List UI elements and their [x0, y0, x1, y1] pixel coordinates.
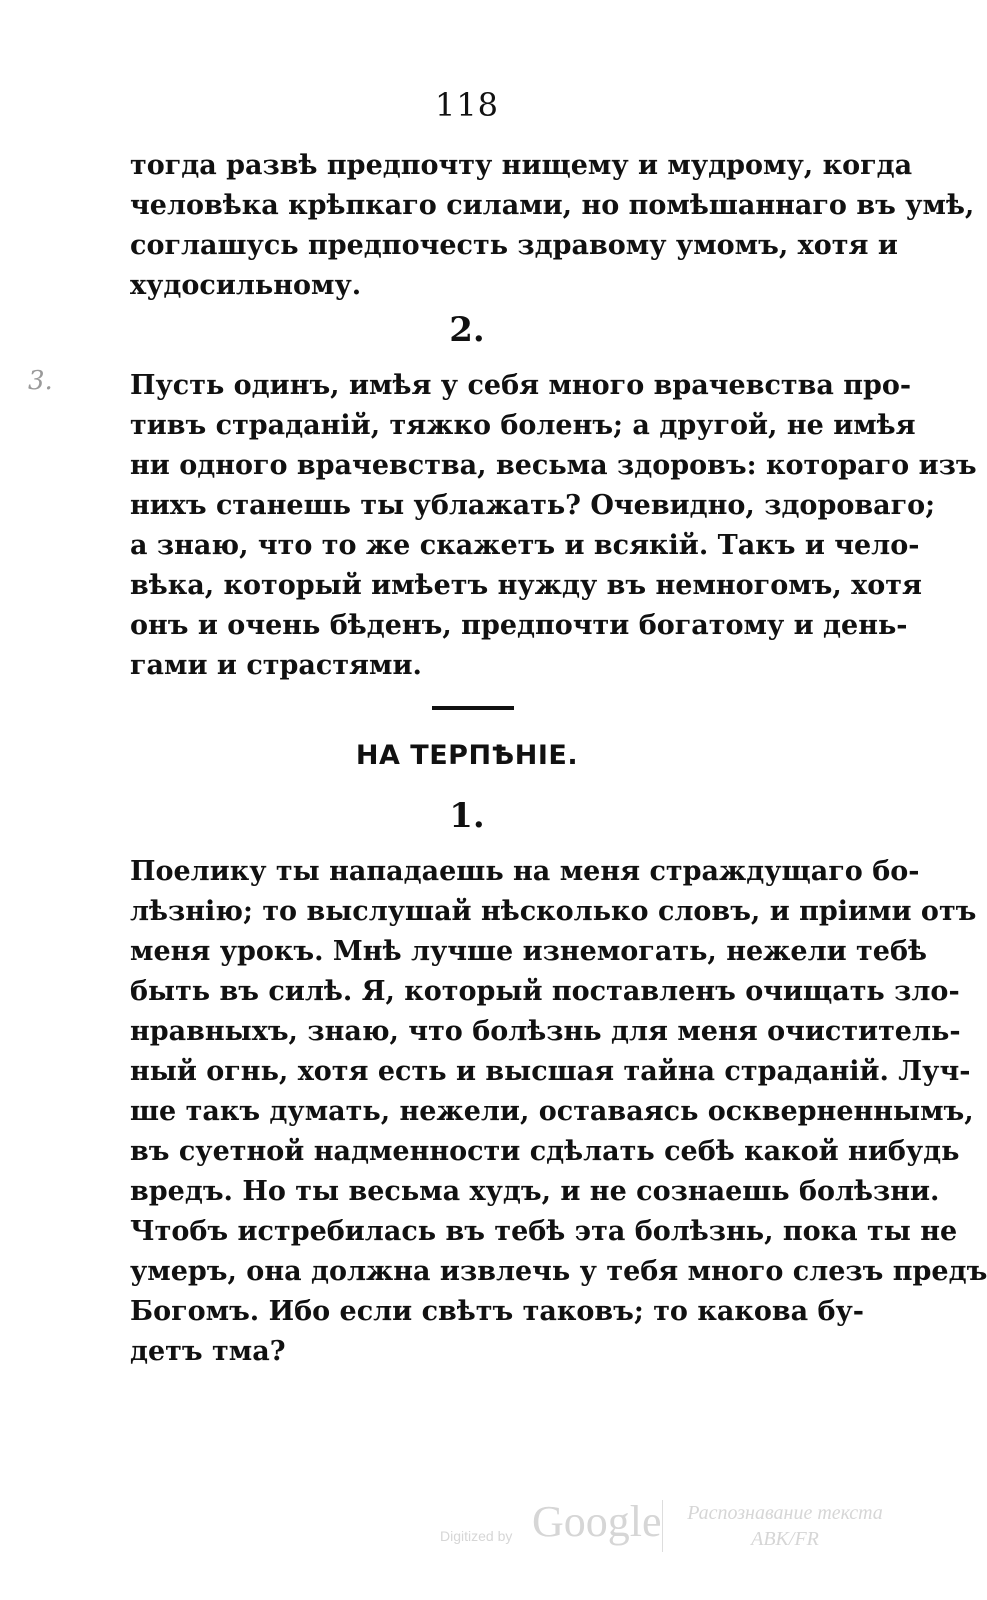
- text-line: вредъ. Но ты весьма худъ, и не сознаешь болѣзни.: [130, 1176, 940, 1207]
- text-line: вѣка, который имѣетъ нужду въ немногомъ, хотя: [130, 570, 922, 601]
- text-line: Пусть одинъ, имѣя у себя много врачевства про-: [130, 370, 912, 401]
- watermark-separator: [662, 1500, 663, 1552]
- chapter-heading: НА ТЕРПѢНІЕ.: [355, 740, 579, 771]
- section-number-2: 2.: [449, 310, 485, 350]
- text-line: худосильному.: [130, 270, 362, 301]
- text-line: меня урокъ. Мнѣ лучше изнемогать, нежели тебѣ: [130, 936, 927, 967]
- google-logo: Google: [532, 1497, 662, 1546]
- text-line: человѣка крѣпкаго силами, но помѣшаннаго въ умѣ,: [130, 190, 975, 221]
- text-line: умеръ, она должна извлечь у тебя много слезъ предъ: [130, 1256, 987, 1287]
- text-line: въ суетной надменности сдѣлать себѣ какой нибудь: [130, 1136, 960, 1167]
- watermark-ocr-credit: [670, 1500, 900, 1552]
- page-number: 118: [434, 86, 500, 124]
- text-line: а знаю, что то же скажетъ и всякій. Такъ и чело-: [130, 530, 920, 561]
- text-line: лѣзнію; то выслушай нѣсколько словъ, и пріими отъ: [130, 896, 977, 927]
- text-line: онъ и очень бѣденъ, предпочти богатому и день-: [130, 610, 908, 641]
- watermark-digitized-text: Digitized by: [440, 1528, 513, 1544]
- text-line: гами и страстями.: [130, 650, 422, 681]
- text-line: ни одного врачевства, весьма здоровъ: котораго изъ: [130, 450, 977, 481]
- text-line: нравныхъ, знаю, что болѣзнь для меня очиститель-: [130, 1016, 961, 1047]
- text-line: соглашусь предпочесть здравому умомъ, хотя и: [130, 230, 898, 261]
- watermark-ocr-line: ABK/FR: [751, 1528, 819, 1550]
- text-line: Богомъ. Ибо если свѣтъ таковъ; то какова бу-: [130, 1296, 864, 1327]
- text-line: Поелику ты нападаешь на меня страждущаго бо-: [130, 856, 920, 887]
- margin-annotation: 3.: [28, 366, 53, 396]
- text-line: детъ тма?: [130, 1336, 286, 1367]
- paragraph-3: [130, 852, 987, 1372]
- paragraph-2: [130, 366, 977, 686]
- watermark-ocr-line: Распознавание текста: [687, 1502, 883, 1524]
- section-number-1: 1.: [449, 796, 485, 836]
- text-line: ный огнь, хотя есть и высшая тайна страданій. Луч-: [130, 1056, 971, 1087]
- text-line: тогда развѣ предпочту нищему и мудрому, когда: [130, 150, 913, 181]
- digitization-watermark: [440, 1494, 910, 1554]
- paragraph-top: [130, 146, 975, 306]
- text-line: быть въ силѣ. Я, который поставленъ очищать зло-: [130, 976, 960, 1007]
- text-line: нихъ станешь ты ублажать? Очевидно, здороваго;: [130, 490, 936, 521]
- section-divider: [432, 706, 514, 710]
- text-line: ше такъ думать, нежели, оставаясь оскверненнымъ,: [130, 1096, 974, 1127]
- text-line: тивъ страданій, тяжко боленъ; а другой, не имѣя: [130, 410, 916, 441]
- text-line: Чтобъ истребилась въ тебѣ эта болѣзнь, пока ты не: [130, 1216, 958, 1247]
